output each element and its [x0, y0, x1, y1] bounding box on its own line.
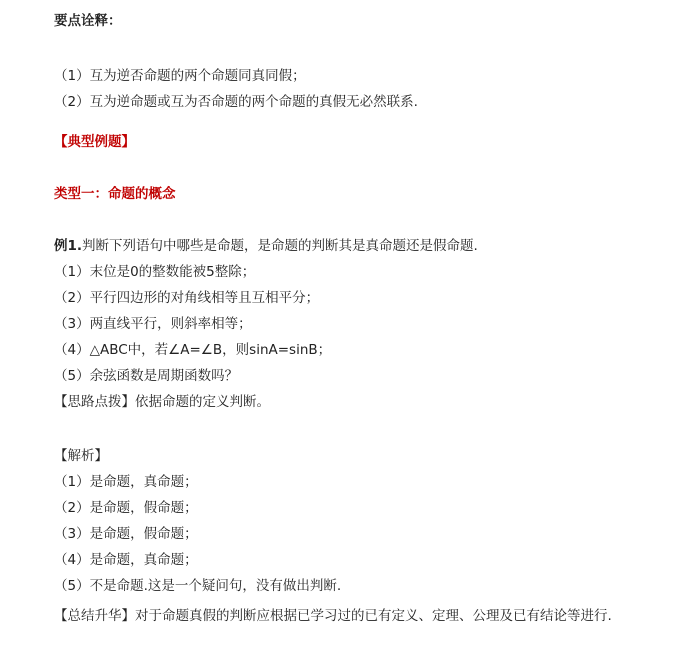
analysis-item: （1）是命题，真命题； — [54, 474, 198, 490]
analysis-item: （3）是命题，假命题； — [54, 526, 198, 542]
analysis-label: 【解析】 — [54, 448, 108, 464]
key-points-heading: 要点诠释： — [54, 13, 122, 29]
example-item: （2）平行四边形的对角线相等且互相平分； — [54, 290, 320, 306]
hint-text: 依据命题的定义判断。 — [135, 394, 270, 410]
point-2: （2）互为逆命题或互为否命题的两个命题的真假无必然联系. — [54, 94, 418, 110]
summary-label: 【总结升华】 — [54, 608, 135, 624]
example-item: （1）末位是0的整数能被5整除； — [54, 264, 256, 280]
summary-text: 对于命题真假的判断应根据已学习过的已有定义、定理、公理及已有结论等进行. — [135, 608, 612, 624]
summary-paragraph — [54, 603, 664, 629]
example-1-question: 判断下列语句中哪些是命题，是命题的判断其是真命题还是假命题. — [82, 238, 478, 254]
analysis-item: （2）是命题，假命题； — [54, 500, 198, 516]
point-1: （1）互为逆否命题的两个命题同真同假； — [54, 68, 306, 84]
example-item: （5）余弦函数是周期函数吗？ — [54, 368, 239, 384]
example-1-label: 例1. — [54, 238, 83, 254]
example-item: （3）两直线平行，则斜率相等； — [54, 316, 252, 332]
typical-examples-label: 【典型例题】 — [54, 134, 135, 150]
hint-label: 【思路点拨】 — [54, 394, 135, 410]
analysis-item: （5）不是命题.这是一个疑问句，没有做出判断. — [54, 578, 342, 594]
example-item: （4）△ABC中，若∠A=∠B，则sinA=sinB； — [54, 342, 332, 358]
example-1-question-line — [54, 237, 478, 255]
analysis-item: （4）是命题，真命题； — [54, 552, 198, 568]
type-one-label: 类型一：命题的概念 — [54, 186, 176, 202]
hint-line — [54, 393, 270, 411]
